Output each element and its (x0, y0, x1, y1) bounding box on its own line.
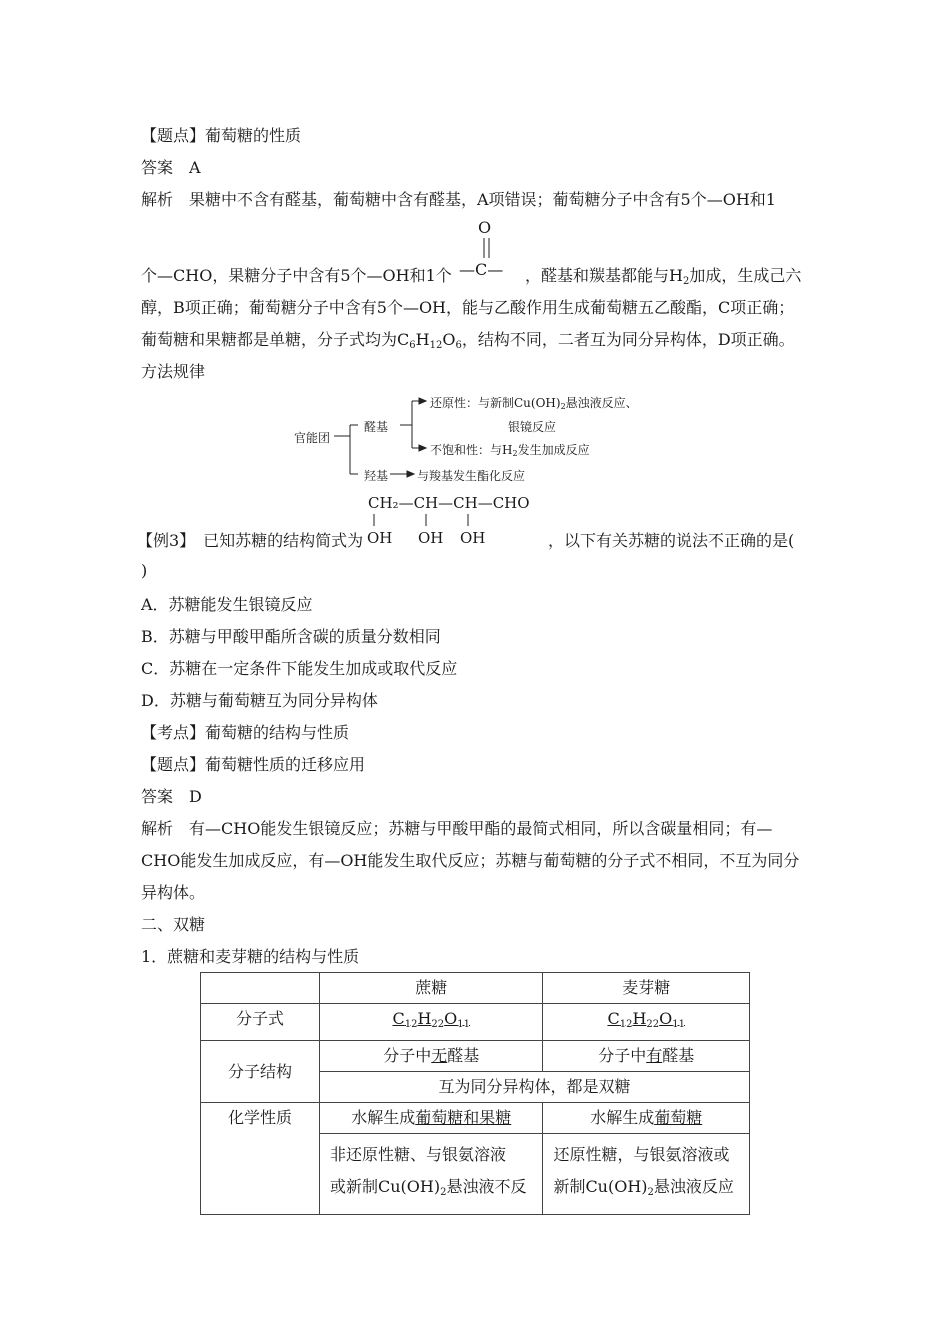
option-d: D．苏糖与葡萄糖互为同分异构体 (141, 691, 378, 710)
option-a: A．苏糖能发生银镜反应 (141, 595, 313, 614)
threose-oh-3: OH (460, 529, 486, 547)
carbonyl-carbon: —C— (459, 260, 504, 279)
table-row-formula (201, 1004, 750, 1041)
topic-tag: 【题点】葡萄糖的性质 (141, 126, 302, 145)
example3-close: ) (141, 561, 148, 580)
threose-bonds (368, 512, 548, 528)
header-sucrose: 蔗糖 (320, 973, 543, 1004)
analysis-line-2a: 个—CHO，果糖分子中含有5个—OH和1个 (141, 266, 452, 285)
example3-tail: ，以下有关苏糖的说法不正确的是( (548, 531, 795, 550)
analysis-line-3: 醇，B项正确；葡萄糖分子中含有5个—OH，能与乙酸作用生成葡萄糖五乙酸酯，C项正确； (141, 298, 795, 317)
maltose-reducing: 还原性糖，与银氨溶液或 新制$Cu(OH)_2$悬浊液反应 (543, 1134, 750, 1215)
threose-formula-top: CH₂—CH—CH—CHO (368, 494, 530, 512)
header-maltose: 麦芽糖 (543, 973, 750, 1004)
diagram-unsat: 不饱和性：与H2发生加成反应 (430, 443, 590, 458)
disaccharide-table (200, 972, 750, 1215)
diagram-root: 官能团 (294, 431, 331, 445)
example3-label: 【例3】 已知苏糖的结构简式为 (137, 531, 364, 550)
analysis-line-2b: ，醛基和羰基都能与$H_2$加成，生成己六 (525, 266, 802, 287)
table-row-structure (201, 1041, 750, 1072)
diagram-reducing: 还原性：与新制Cu(OH)2悬浊液反应、 (430, 396, 638, 411)
kaodian: 【考点】葡萄糖的结构与性质 (141, 723, 350, 742)
option-c: C．苏糖在一定条件下能发生加成或取代反应 (141, 659, 458, 678)
sucrose-reducing: 非还原性糖、与银氨溶液 或新制$Cu(OH)_2$悬浊液不反 (320, 1134, 543, 1215)
tidian: 【题点】葡萄糖性质的迁移应用 (141, 755, 366, 774)
section-title: 二、双糖 (141, 915, 206, 934)
method-title: 方法规律 (141, 362, 206, 381)
section-subtitle: 1．蔗糖和麦芽糖的结构与性质 (141, 947, 360, 966)
sucrose-hydrolysis: 水解生成葡萄糖和果糖 (320, 1103, 543, 1134)
sucrose-formula: $C_{12}H_{22}O_{11}$ (320, 1004, 543, 1041)
sucrose-structure: 分子中无醛基 (320, 1041, 543, 1072)
example3-answer: 答案 D (141, 787, 202, 806)
analysis-line-1: 解析 果糖中不含有醛基，葡萄糖中含有醛基，A项错误；葡萄糖分子中含有5个—OH和1 (141, 190, 776, 209)
example3-analysis-3: 异构体。 (141, 883, 206, 902)
isomer-note: 互为同分异构体，都是双糖 (320, 1072, 750, 1103)
example3-analysis-2: CHO能发生加成反应，有—OH能发生取代反应；苏糖与葡萄糖的分子式不相同，不互为同分 (141, 851, 800, 870)
option-b: B．苏糖与甲酸甲酯所含碳的质量分数相同 (141, 627, 441, 646)
maltose-formula: $C_{12}H_{22}O_{11}$ (543, 1004, 750, 1041)
row-label-chem: 化学性质 (201, 1103, 320, 1215)
diagram-aldehyde: 醛基 (364, 420, 389, 434)
functional-group-diagram (290, 388, 690, 488)
row-label-structure: 分子结构 (201, 1041, 320, 1103)
example3-analysis-1: 解析 有—CHO能发生银镜反应；苏糖与甲酸甲酯的最简式相同，所以含碳量相同；有— (141, 819, 773, 838)
table-header-row (201, 973, 750, 1004)
row-label-formula: 分子式 (201, 1004, 320, 1041)
maltose-structure: 分子中有醛基 (543, 1041, 750, 1072)
maltose-hydrolysis: 水解生成葡萄糖 (543, 1103, 750, 1134)
threose-oh-1: OH (367, 529, 393, 547)
analysis-line-4: 葡萄糖和果糖都是单糖，分子式均为$C_6H_{12}O_6$，结构不同，二者互为同分异构体，D项正确。 (141, 330, 795, 351)
header-empty (201, 973, 320, 1004)
diagram-hydroxyl: 羟基 (364, 469, 389, 483)
table-row-hydrolysis (201, 1103, 750, 1134)
diagram-ester: 与羧基发生酯化反应 (417, 469, 526, 483)
diagram-silver: 银镜反应 (508, 420, 557, 434)
carbonyl-double-bond (479, 236, 495, 260)
threose-oh-2: OH (418, 529, 444, 547)
carbonyl-oxygen: O (478, 218, 492, 237)
answer-line: 答案 A (141, 158, 201, 177)
